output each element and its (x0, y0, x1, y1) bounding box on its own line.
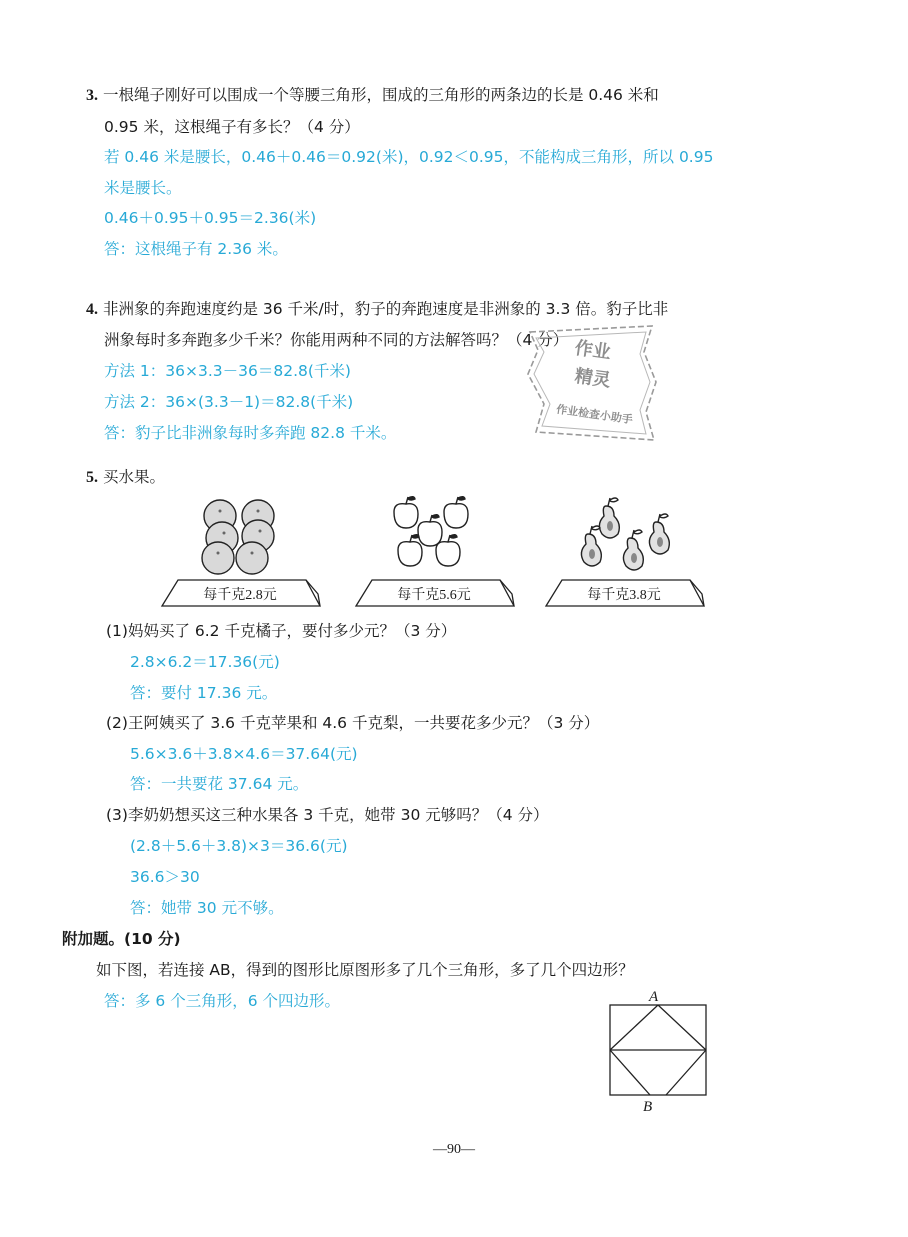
price-label-pear: 每千克3.8元 (587, 588, 661, 603)
bonus-answer: 答：多 6 个三角形，6 个四边形。 (104, 992, 341, 1010)
q4-answer-3: 答：豹子比非洲象每时多奔跑 82.8 千米。 (104, 424, 397, 442)
q5-sub1-answer-2: 答：要付 17.36 元。 (130, 684, 278, 702)
stamp-text-3: 作业检查小助手 (555, 403, 634, 427)
point-b-label: B (643, 1099, 653, 1115)
q4-answer-1: 方法 1：36×3.3－36＝82.8(千米) (104, 362, 351, 380)
bonus-title: 附加题。(10 分) (62, 930, 181, 948)
geometry-figure (598, 985, 718, 1121)
q5-sub3-answer-3: 答：她带 30 元不够。 (130, 899, 284, 917)
q4-text-1: 非洲象的奔跑速度约是 36 千米/时，豹子的奔跑速度是非洲象的 3.3 倍。豹子比非 (102, 300, 669, 318)
q3-line1 (86, 84, 659, 107)
q4-answer-2: 方法 2：36×(3.3－1)＝82.8(千米) (104, 393, 354, 411)
price-card-orange (158, 578, 322, 608)
q4-text-2: 洲象每时多奔跑多少千米？你能用两种不同的方法解答吗？（4 分） (104, 331, 569, 349)
watermark-stamp (522, 312, 662, 447)
q3-answer-4: 答：这根绳子有 2.36 米。 (104, 240, 288, 258)
q3-number: 3. (86, 87, 98, 104)
apple-icon (384, 494, 480, 582)
q3-answer-3: 0.46＋0.95＋0.95＝2.36(米) (104, 209, 317, 227)
bonus-question: 如下图，若连接 AB，得到的图形比原图形多了几个三角形，多了几个四边形？ (96, 961, 634, 979)
orange-icon (196, 496, 286, 584)
q5-sub2-question: (2)王阿姨买了 3.6 千克苹果和 4.6 千克梨，一共要花多少元？（3 分） (106, 714, 600, 732)
page-number: —90— (433, 1142, 475, 1157)
q5-sub3-answer-1: (2.8＋5.6＋3.8)×3＝36.6(元) (130, 837, 348, 855)
price-label-orange: 每千克2.8元 (203, 588, 277, 603)
price-card-apple (352, 578, 516, 608)
q5-number: 5. (86, 469, 98, 486)
stamp-text-1: 作业 (573, 337, 613, 363)
q5-sub2-answer-1: 5.6×3.6＋3.8×4.6＝37.64(元) (130, 745, 358, 763)
q3-answer-2: 米是腰长。 (104, 179, 182, 197)
q5-sub2-answer-2: 答：一共要花 37.64 元。 (130, 775, 309, 793)
q5-title: 买水果。 (102, 468, 165, 486)
q3-text-1: 一根绳子刚好可以围成一个等腰三角形，围成的三角形的两条边的长是 0.46 米和 (102, 86, 659, 104)
q5-sub1-answer-1: 2.8×6.2＝17.36(元) (130, 653, 280, 671)
price-label-apple: 每千克5.6元 (397, 588, 471, 603)
q3-text-2: 0.95 米，这根绳子有多长？（4 分） (104, 118, 360, 136)
pear-icon (574, 494, 678, 582)
point-a-label: A (649, 989, 659, 1005)
q4-number: 4. (86, 301, 98, 318)
q5-sub3-question: (3)李奶奶想买这三种水果各 3 千克，她带 30 元够吗？（4 分） (106, 806, 549, 824)
price-card-pear (542, 578, 706, 608)
q5-line (86, 466, 165, 489)
q5-sub1-question: (1)妈妈买了 6.2 千克橘子，要付多少元？（3 分） (106, 622, 457, 640)
q3-answer-1: 若 0.46 米是腰长，0.46＋0.46＝0.92(米)，0.92＜0.95，不能构成三角形，所以 0.95 (104, 148, 714, 166)
q5-sub3-answer-2: 36.6＞30 (130, 868, 200, 886)
stamp-text-2: 精灵 (573, 365, 613, 391)
